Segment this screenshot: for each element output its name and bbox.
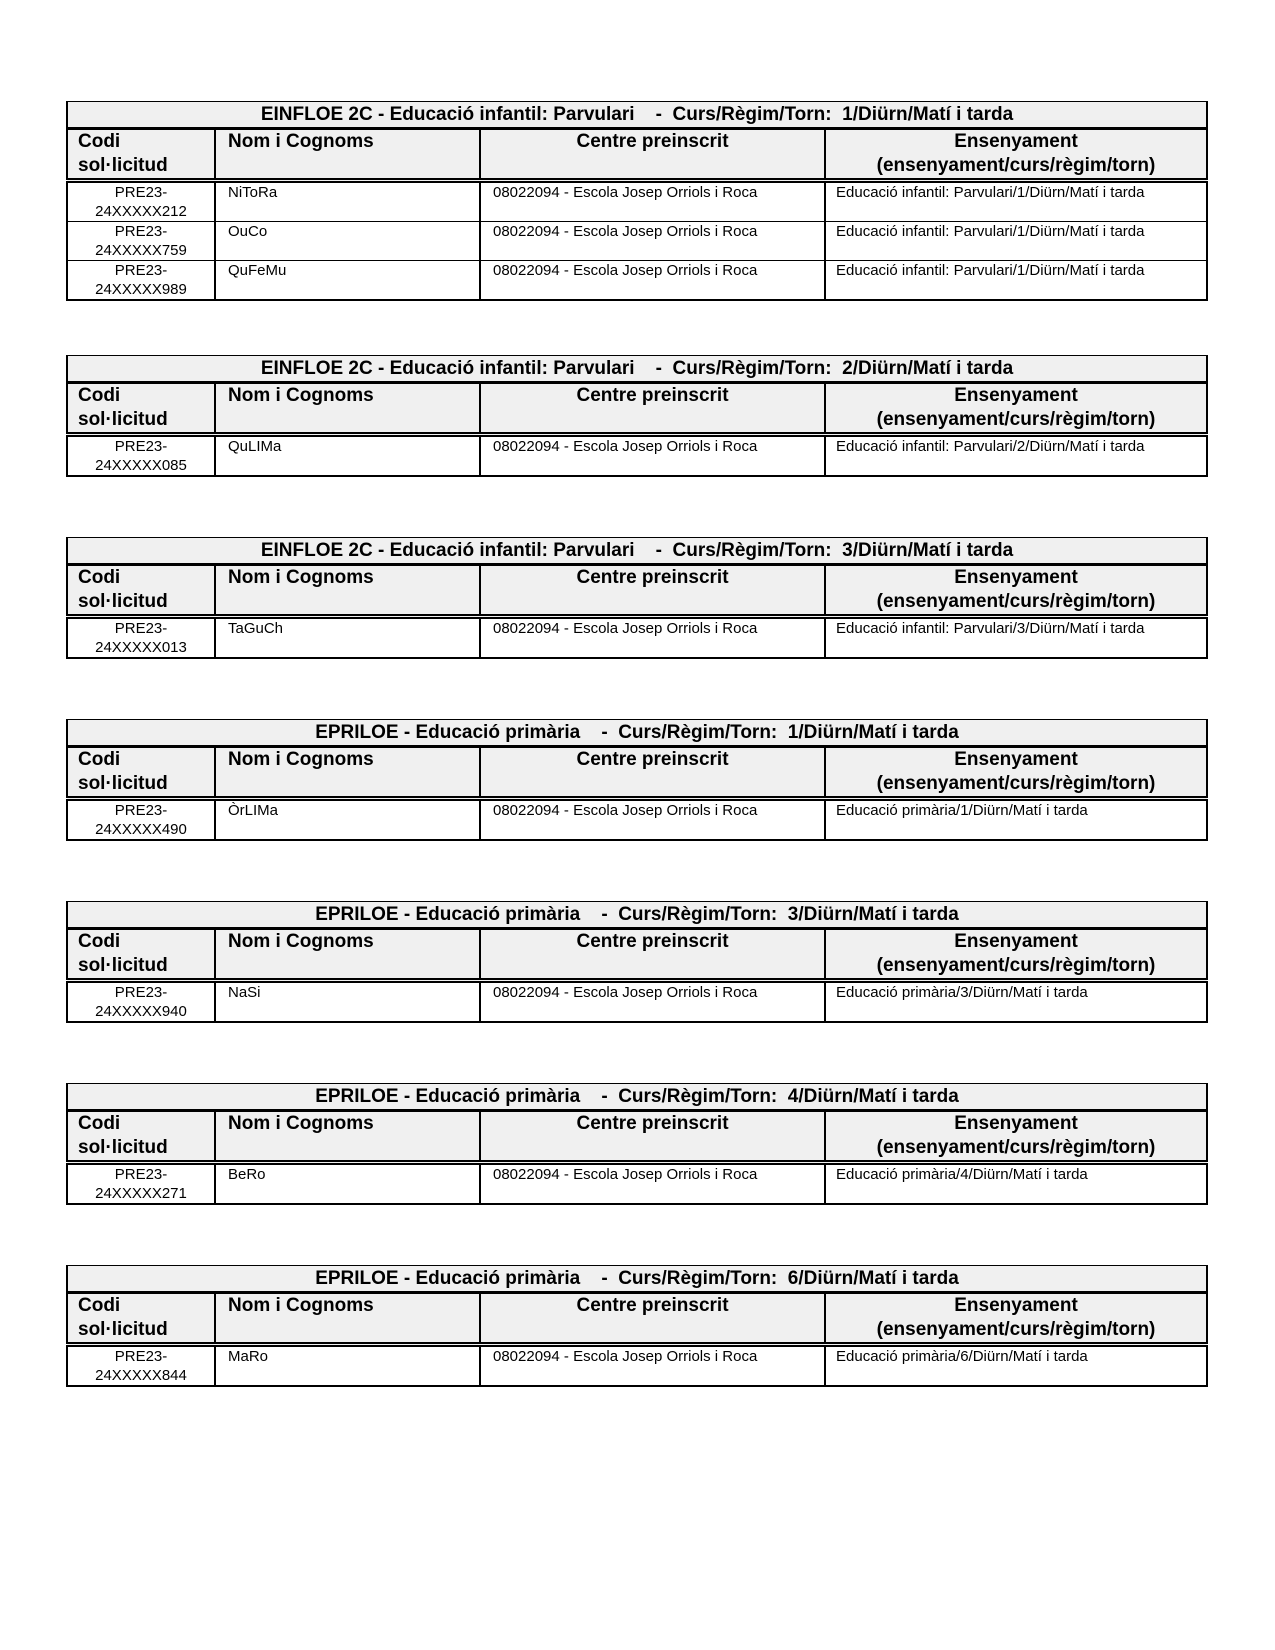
student-name: QuFeMu [215,261,480,301]
table-row [67,1163,1207,1205]
column-header-centre: Centre preinscrit [480,565,825,617]
column-header-teaching: Ensenyament (ensenyament/curs/règim/torn) [825,565,1207,617]
request-code: PRE23- 24XXXXX759 [67,222,215,261]
request-code: PRE23- 24XXXXX271 [67,1163,215,1205]
teaching-description: Educació primària/1/Diürn/Matí i tarda [825,799,1207,841]
column-header-name: Nom i Cognoms [215,747,480,799]
request-code: PRE23- 24XXXXX212 [67,181,215,222]
column-header-name: Nom i Cognoms [215,1293,480,1345]
column-header-code: Codi sol·licitud [67,1111,215,1163]
section-title: EINFLOE 2C - Educació infantil: Parvulari - Curs/Règim/Torn: 1/Diürn/Matí i tarda [67,102,1207,129]
student-name: ÒrLIMa [215,799,480,841]
centre-name: 08022094 - Escola Josep Orriols i Roca [480,435,825,477]
column-header-code: Codi sol·licitud [67,747,215,799]
student-name: MaRo [215,1345,480,1387]
column-header-name: Nom i Cognoms [215,929,480,981]
column-header-code: Codi sol·licitud [67,129,215,181]
admission-list-table [66,101,1208,301]
request-code: PRE23- 24XXXXX085 [67,435,215,477]
centre-name: 08022094 - Escola Josep Orriols i Roca [480,799,825,841]
teaching-description: Educació infantil: Parvulari/1/Diürn/Matí i tarda [825,222,1207,261]
column-header-teaching: Ensenyament (ensenyament/curs/règim/torn) [825,1111,1207,1163]
column-header-centre: Centre preinscrit [480,929,825,981]
admission-list-table [66,355,1208,477]
centre-name: 08022094 - Escola Josep Orriols i Roca [480,181,825,222]
table-row [67,435,1207,477]
teaching-description: Educació infantil: Parvulari/2/Diürn/Matí i tarda [825,435,1207,477]
request-code: PRE23- 24XXXXX490 [67,799,215,841]
centre-name: 08022094 - Escola Josep Orriols i Roca [480,617,825,659]
teaching-description: Educació primària/4/Diürn/Matí i tarda [825,1163,1207,1205]
student-name: OuCo [215,222,480,261]
column-header-centre: Centre preinscrit [480,747,825,799]
column-header-name: Nom i Cognoms [215,565,480,617]
student-name: NiToRa [215,181,480,222]
admission-list-table [66,1083,1208,1205]
section-title: EPRILOE - Educació primària - Curs/Règim/Torn: 1/Diürn/Matí i tarda [67,720,1207,747]
column-header-name: Nom i Cognoms [215,1111,480,1163]
admission-list-table [66,901,1208,1023]
student-name: BeRo [215,1163,480,1205]
table-row [67,617,1207,659]
column-header-name: Nom i Cognoms [215,129,480,181]
column-header-code: Codi sol·licitud [67,383,215,435]
column-header-teaching: Ensenyament (ensenyament/curs/règim/torn) [825,747,1207,799]
table-row [67,261,1207,301]
teaching-description: Educació infantil: Parvulari/3/Diürn/Matí i tarda [825,617,1207,659]
section-title: EPRILOE - Educació primària - Curs/Règim/Torn: 3/Diürn/Matí i tarda [67,902,1207,929]
column-header-centre: Centre preinscrit [480,1293,825,1345]
column-header-code: Codi sol·licitud [67,929,215,981]
table-row [67,222,1207,261]
section-title: EINFLOE 2C - Educació infantil: Parvulari - Curs/Règim/Torn: 2/Diürn/Matí i tarda [67,356,1207,383]
centre-name: 08022094 - Escola Josep Orriols i Roca [480,222,825,261]
student-name: QuLIMa [215,435,480,477]
table-row [67,799,1207,841]
centre-name: 08022094 - Escola Josep Orriols i Roca [480,1163,825,1205]
teaching-description: Educació infantil: Parvulari/1/Diürn/Matí i tarda [825,261,1207,301]
centre-name: 08022094 - Escola Josep Orriols i Roca [480,261,825,301]
student-name: NaSi [215,981,480,1023]
table-row [67,981,1207,1023]
request-code: PRE23- 24XXXXX013 [67,617,215,659]
column-header-teaching: Ensenyament (ensenyament/curs/règim/torn) [825,1293,1207,1345]
teaching-description: Educació primària/6/Diürn/Matí i tarda [825,1345,1207,1387]
centre-name: 08022094 - Escola Josep Orriols i Roca [480,981,825,1023]
table-row [67,181,1207,222]
column-header-name: Nom i Cognoms [215,383,480,435]
admission-list-table [66,719,1208,841]
teaching-description: Educació infantil: Parvulari/1/Diürn/Matí i tarda [825,181,1207,222]
section-title: EPRILOE - Educació primària - Curs/Règim/Torn: 6/Diürn/Matí i tarda [67,1266,1207,1293]
column-header-teaching: Ensenyament (ensenyament/curs/règim/torn) [825,129,1207,181]
column-header-centre: Centre preinscrit [480,129,825,181]
section-title: EINFLOE 2C - Educació infantil: Parvulari - Curs/Règim/Torn: 3/Diürn/Matí i tarda [67,538,1207,565]
request-code: PRE23- 24XXXXX844 [67,1345,215,1387]
admission-list-table [66,537,1208,659]
student-name: TaGuCh [215,617,480,659]
table-row [67,1345,1207,1387]
column-header-centre: Centre preinscrit [480,383,825,435]
request-code: PRE23- 24XXXXX940 [67,981,215,1023]
column-header-teaching: Ensenyament (ensenyament/curs/règim/torn) [825,929,1207,981]
column-header-teaching: Ensenyament (ensenyament/curs/règim/torn) [825,383,1207,435]
centre-name: 08022094 - Escola Josep Orriols i Roca [480,1345,825,1387]
column-header-centre: Centre preinscrit [480,1111,825,1163]
request-code: PRE23- 24XXXXX989 [67,261,215,301]
teaching-description: Educació primària/3/Diürn/Matí i tarda [825,981,1207,1023]
section-title: EPRILOE - Educació primària - Curs/Règim/Torn: 4/Diürn/Matí i tarda [67,1084,1207,1111]
column-header-code: Codi sol·licitud [67,1293,215,1345]
column-header-code: Codi sol·licitud [67,565,215,617]
admission-list-table [66,1265,1208,1387]
